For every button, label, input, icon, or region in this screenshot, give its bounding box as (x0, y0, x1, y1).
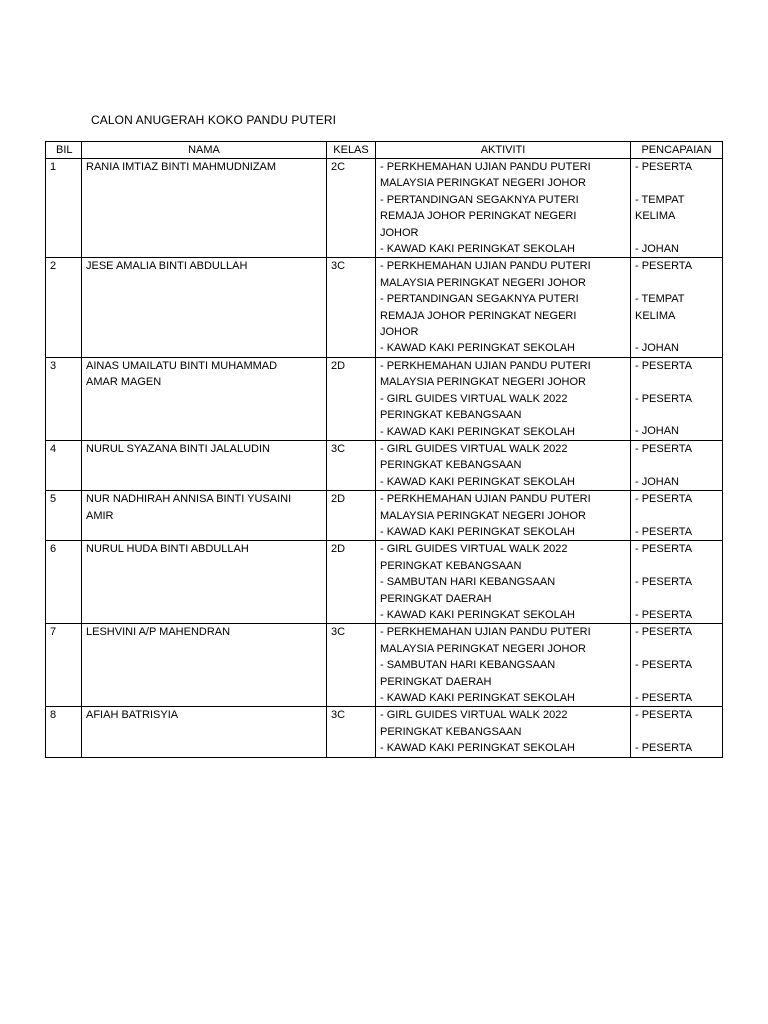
cell-bil: 4 (46, 440, 82, 490)
cell-bil: 5 (46, 491, 82, 541)
cell-nama (82, 357, 327, 440)
aktiviti-line: PERINGKAT KEBANGSAAN (380, 409, 522, 422)
pencapaian-item (635, 358, 718, 391)
aktiviti-line: - PERKHEMAHAN UJIAN PANDU PUTERI (380, 493, 591, 506)
pencapaian-item (635, 657, 718, 690)
pencapaian-item (635, 441, 718, 474)
pencapaian-line (635, 324, 718, 340)
aktiviti-line: - GIRL GUIDES VIRTUAL WALK 2022 (380, 392, 568, 405)
cell-aktiviti (376, 491, 631, 541)
aktiviti-line: REMAJA JOHOR PERINGKAT NEGERI (380, 309, 577, 322)
cell-aktiviti (376, 159, 631, 258)
pencapaian-item (635, 740, 718, 756)
aktiviti-item (380, 441, 626, 474)
aktiviti-line: JOHOR (380, 226, 419, 239)
aktiviti-line: - KAWAD KAKI PERINGKAT SEKOLAH (380, 525, 575, 538)
aktiviti-line: - KAWAD KAKI PERINGKAT SEKOLAH (380, 243, 575, 256)
aktiviti-line: - PERKHEMAHAN UJIAN PANDU PUTERI (380, 626, 591, 639)
header-kelas: KELAS (327, 142, 376, 159)
aktiviti-line: PERINGKAT DAERAH (380, 675, 492, 688)
header-bil: BIL (46, 142, 82, 159)
aktiviti-item (380, 491, 626, 524)
cell-pencapaian (631, 624, 723, 707)
pencapaian-line: - PESERTA (635, 442, 693, 455)
nama-line: JESE AMALIA BINTI ABDULLAH (86, 260, 248, 273)
aktiviti-line: - GIRL GUIDES VIRTUAL WALK 2022 (380, 442, 568, 455)
pencapaian-line (635, 374, 718, 390)
pencapaian-item (635, 474, 718, 490)
cell-kelas: 3C (327, 258, 376, 357)
aktiviti-line: - SAMBUTAN HARI KEBANGSAAN (380, 659, 556, 672)
aktiviti-line: PERINGKAT KEBANGSAAN (380, 559, 522, 572)
aktiviti-line: PERINGKAT KEBANGSAAN (380, 459, 522, 472)
pencapaian-item (635, 707, 718, 740)
pencapaian-line: - PESERTA (635, 709, 693, 722)
aktiviti-item (380, 657, 626, 690)
pencapaian-line (635, 407, 718, 423)
cell-nama (82, 541, 327, 624)
aktiviti-item (380, 574, 626, 607)
cell-kelas: 2D (327, 541, 376, 624)
aktiviti-line: - PERKHEMAHAN UJIAN PANDU PUTERI (380, 161, 591, 173)
aktiviti-line: REMAJA JOHOR PERINGKAT NEGERI (380, 210, 577, 223)
cell-aktiviti (376, 541, 631, 624)
pencapaian-line (635, 591, 718, 607)
table-row (46, 491, 723, 541)
nama-line: AMIR (86, 509, 114, 522)
pencapaian-line: - PESERTA (635, 659, 693, 672)
aktiviti-item (380, 541, 626, 574)
cell-kelas: 2D (327, 357, 376, 440)
aktiviti-line: - PERKHEMAHAN UJIAN PANDU PUTERI (380, 260, 591, 273)
pencapaian-line: - PESERTA (635, 392, 693, 405)
cell-kelas: 3C (327, 624, 376, 707)
aktiviti-item (380, 258, 626, 291)
table-body (46, 159, 723, 758)
aktiviti-item (380, 740, 626, 756)
aktiviti-item (380, 524, 626, 540)
pencapaian-line: - JOHAN (635, 475, 679, 488)
pencapaian-line (635, 724, 718, 740)
candidate-table (45, 141, 723, 758)
pencapaian-item (635, 423, 718, 439)
cell-pencapaian (631, 491, 723, 541)
pencapaian-line: - JOHAN (635, 342, 679, 355)
cell-nama (82, 159, 327, 258)
pencapaian-item (635, 491, 718, 524)
pencapaian-line: KELIMA (635, 309, 676, 322)
pencapaian-line: - PESERTA (635, 359, 693, 372)
table-row (46, 624, 723, 707)
aktiviti-item (380, 391, 626, 424)
cell-bil: 2 (46, 258, 82, 357)
aktiviti-line: PERINGKAT DAERAH (380, 592, 492, 605)
aktiviti-line: - KAWAD KAKI PERINGKAT SEKOLAH (380, 742, 575, 755)
aktiviti-line: - GIRL GUIDES VIRTUAL WALK 2022 (380, 543, 568, 556)
pencapaian-item (635, 574, 718, 607)
aktiviti-line: MALAYSIA PERINGKAT NEGERI JOHOR (380, 642, 586, 655)
cell-nama (82, 491, 327, 541)
nama-line: NUR NADHIRAH ANNISA BINTI YUSAINI (86, 493, 292, 506)
table-row (46, 440, 723, 490)
pencapaian-line (635, 508, 718, 524)
aktiviti-item (380, 159, 626, 192)
cell-bil: 8 (46, 707, 82, 757)
aktiviti-line: MALAYSIA PERINGKAT NEGERI JOHOR (380, 376, 586, 389)
pencapaian-item (635, 541, 718, 574)
aktiviti-item (380, 707, 626, 740)
pencapaian-line: KELIMA (635, 210, 676, 223)
cell-aktiviti (376, 707, 631, 757)
cell-aktiviti (376, 624, 631, 707)
pencapaian-line (635, 558, 718, 574)
cell-kelas: 2C (327, 159, 376, 258)
pencapaian-item (635, 607, 718, 623)
pencapaian-item (635, 258, 718, 291)
aktiviti-item (380, 424, 626, 440)
aktiviti-line: JOHOR (380, 326, 419, 339)
aktiviti-line: - PERKHEMAHAN UJIAN PANDU PUTERI (380, 359, 591, 372)
aktiviti-item (380, 192, 626, 241)
pencapaian-line (635, 641, 718, 657)
cell-pencapaian (631, 258, 723, 357)
cell-pencapaian (631, 357, 723, 440)
cell-pencapaian (631, 541, 723, 624)
pencapaian-item (635, 340, 718, 356)
cell-bil: 6 (46, 541, 82, 624)
table-row (46, 357, 723, 440)
aktiviti-item (380, 690, 626, 706)
pencapaian-line: - PESERTA (635, 525, 693, 538)
table-row (46, 258, 723, 357)
cell-nama (82, 440, 327, 490)
pencapaian-line: - PESERTA (635, 691, 693, 704)
aktiviti-line: PERINGKAT KEBANGSAAN (380, 725, 522, 738)
cell-kelas: 3C (327, 440, 376, 490)
header-pencapaian: PENCAPAIAN (631, 142, 723, 159)
pencapaian-line: - PESERTA (635, 742, 693, 755)
cell-nama (82, 707, 327, 757)
pencapaian-item (635, 524, 718, 540)
aktiviti-line: - KAWAD KAKI PERINGKAT SEKOLAH (380, 608, 575, 621)
header-aktiviti: AKTIVITI (376, 142, 631, 159)
pencapaian-line: - PESERTA (635, 626, 693, 639)
nama-line: NURUL HUDA BINTI ABDULLAH (86, 543, 249, 556)
cell-nama (82, 258, 327, 357)
pencapaian-line: - JOHAN (635, 243, 679, 255)
cell-aktiviti (376, 357, 631, 440)
aktiviti-item (380, 241, 626, 257)
aktiviti-item (380, 291, 626, 340)
cell-bil: 7 (46, 624, 82, 707)
header-nama: NAMA (82, 142, 327, 159)
aktiviti-item (380, 474, 626, 490)
nama-line: NURUL SYAZANA BINTI JALALUDIN (86, 442, 270, 455)
table-row (46, 707, 723, 757)
pencapaian-line: - TEMPAT (635, 293, 685, 306)
aktiviti-item (380, 358, 626, 391)
pencapaian-line (635, 225, 718, 241)
aktiviti-line: - PERTANDINGAN SEGAKNYA PUTERI (380, 293, 579, 306)
aktiviti-line: - GIRL GUIDES VIRTUAL WALK 2022 (380, 709, 568, 722)
pencapaian-line: - PESERTA (635, 576, 693, 589)
nama-line: AINAS UMAILATU BINTI MUHAMMAD (86, 359, 278, 372)
cell-bil: 1 (46, 159, 82, 258)
pencapaian-line: - TEMPAT (635, 193, 685, 206)
pencapaian-line: - PESERTA (635, 260, 693, 273)
nama-line: LESHVINI A/P MAHENDRAN (86, 626, 231, 639)
aktiviti-line: - PERTANDINGAN SEGAKNYA PUTERI (380, 193, 579, 206)
aktiviti-line: - KAWAD KAKI PERINGKAT SEKOLAH (380, 475, 575, 488)
table-header-row (46, 142, 723, 159)
table-row (46, 541, 723, 624)
aktiviti-line: MALAYSIA PERINGKAT NEGERI JOHOR (380, 177, 586, 190)
cell-aktiviti (376, 440, 631, 490)
pencapaian-item (635, 690, 718, 706)
pencapaian-item (635, 624, 718, 657)
aktiviti-line: - KAWAD KAKI PERINGKAT SEKOLAH (380, 692, 575, 704)
aktiviti-line: MALAYSIA PERINGKAT NEGERI JOHOR (380, 276, 586, 289)
cell-aktiviti (376, 258, 631, 357)
pencapaian-line: - PESERTA (635, 161, 693, 173)
aktiviti-item (380, 607, 626, 623)
cell-kelas: 3C (327, 707, 376, 757)
pencapaian-line: - PESERTA (635, 543, 693, 556)
cell-pencapaian (631, 707, 723, 757)
nama-line: AMAR MAGEN (86, 376, 162, 389)
pencapaian-line (635, 175, 718, 191)
pencapaian-line (635, 275, 718, 291)
cell-pencapaian (631, 440, 723, 490)
cell-bil: 3 (46, 357, 82, 440)
pencapaian-line: - JOHAN (635, 425, 679, 438)
pencapaian-line: - PESERTA (635, 493, 693, 506)
aktiviti-line: - KAWAD KAKI PERINGKAT SEKOLAH (380, 342, 575, 355)
pencapaian-item (635, 192, 718, 241)
pencapaian-line (635, 457, 718, 473)
aktiviti-line: MALAYSIA PERINGKAT NEGERI JOHOR (380, 509, 586, 522)
aktiviti-line: - KAWAD KAKI PERINGKAT SEKOLAH (380, 425, 575, 438)
pencapaian-item (635, 291, 718, 340)
aktiviti-line: - SAMBUTAN HARI KEBANGSAAN (380, 576, 556, 589)
aktiviti-item (380, 340, 626, 356)
pencapaian-line (635, 674, 718, 690)
nama-line: RANIA IMTIAZ BINTI MAHMUDNIZAM (86, 161, 277, 173)
table-row (46, 159, 723, 258)
aktiviti-item (380, 624, 626, 657)
page-title: CALON ANUGERAH KOKO PANDU PUTERI (91, 113, 337, 127)
cell-kelas: 2D (327, 491, 376, 541)
pencapaian-item (635, 241, 718, 257)
pencapaian-line: - PESERTA (635, 608, 693, 621)
cell-pencapaian (631, 159, 723, 258)
nama-line: AFIAH BATRISYIA (86, 709, 179, 722)
cell-nama (82, 624, 327, 707)
pencapaian-item (635, 159, 718, 192)
pencapaian-item (635, 391, 718, 424)
